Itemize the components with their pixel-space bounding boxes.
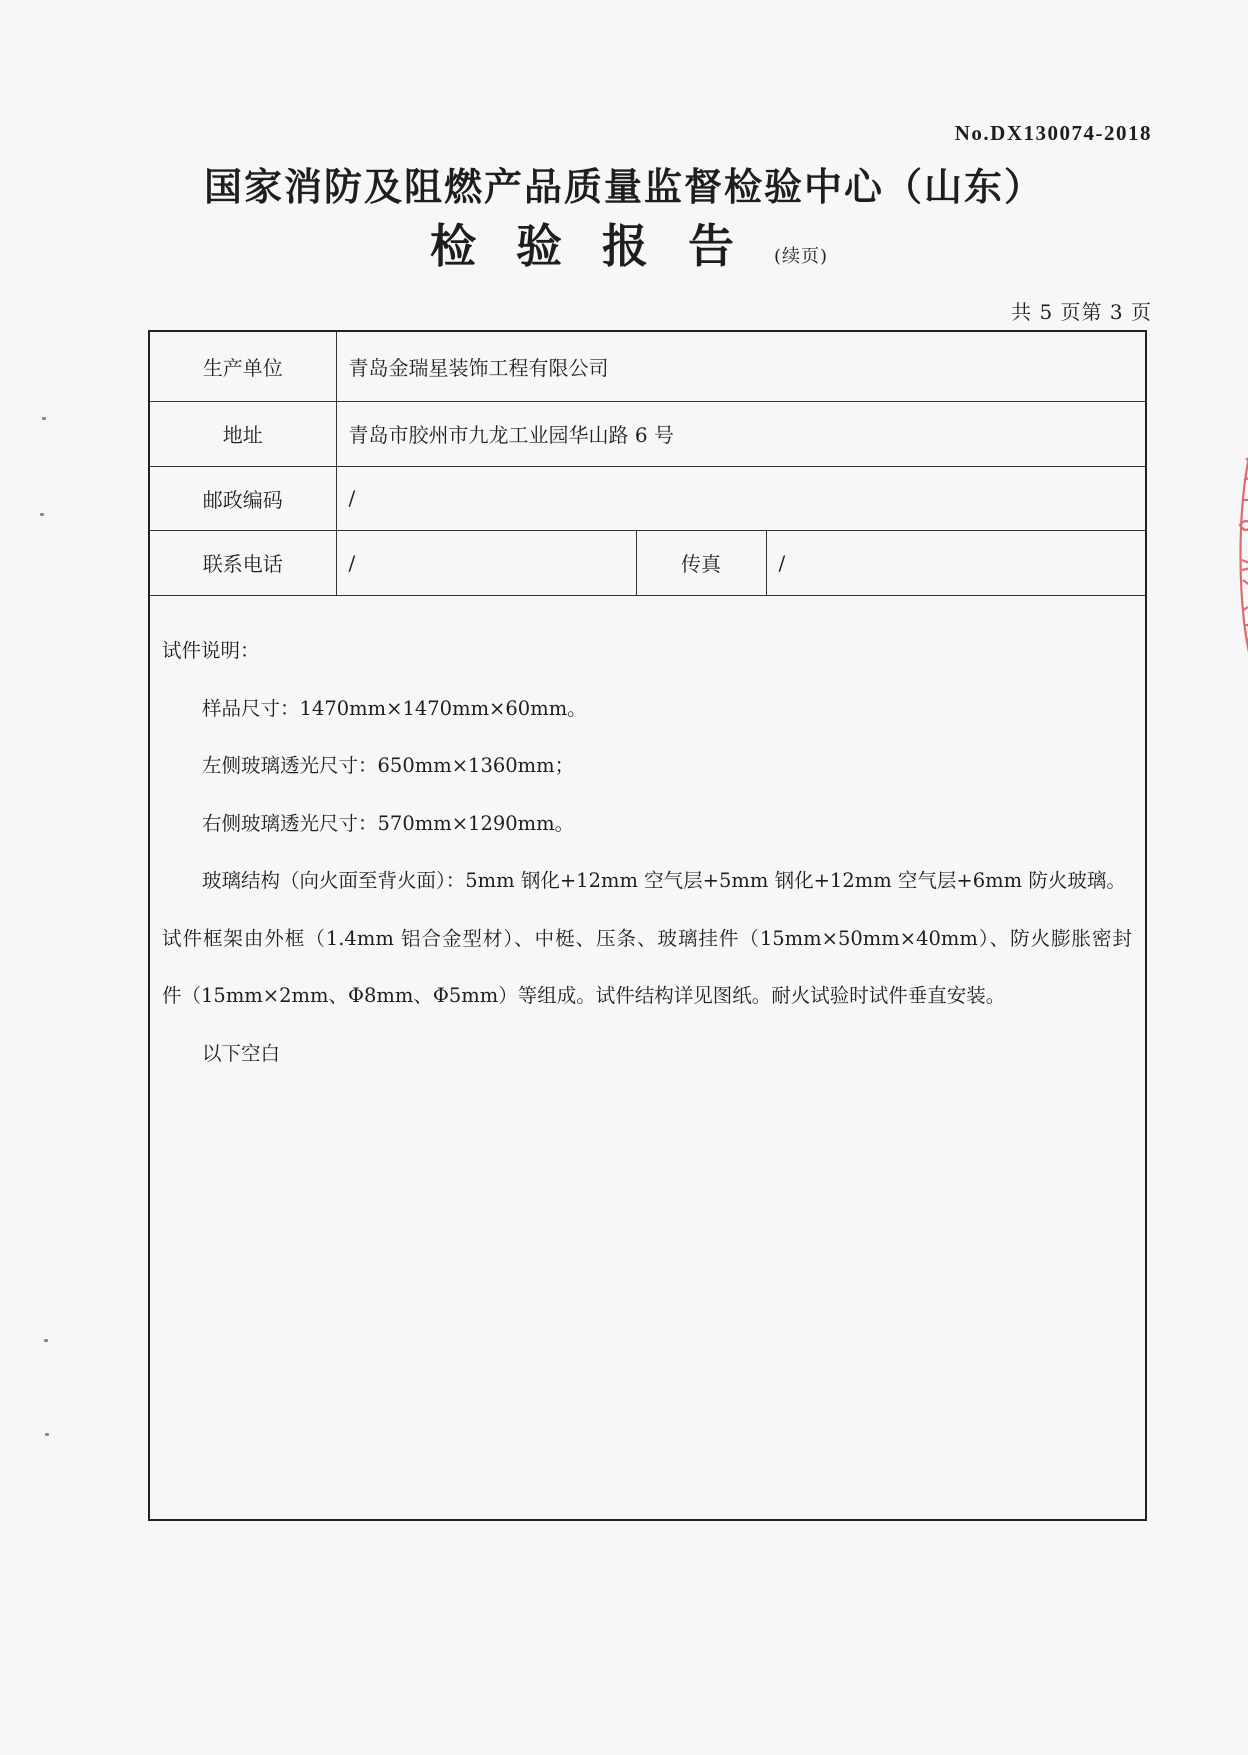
scan-speck [44, 1339, 48, 1342]
phone-value: / [336, 530, 636, 595]
blank-note: 以下空白 [202, 1041, 281, 1065]
seal-fragment [1228, 440, 1248, 670]
address-value: 青岛市胶州市九龙工业园华山路 6 号 [336, 401, 1145, 466]
left-glass-size: 左侧玻璃透光尺寸：650mm×1360mm； [202, 754, 575, 777]
center-name: 国家消防及阻燃产品质量监督检验中心（山东） [203, 164, 1044, 209]
report-title-line [430, 210, 828, 276]
glass-structure: 玻璃结构（向火面至背火面）：5mm 钢化+12mm 空气层+5mm 钢化+12mm 空气层+6mm 防火玻璃。 [202, 869, 1126, 892]
scan-speck [42, 417, 46, 420]
specimen-heading: 试件说明： [162, 639, 260, 662]
fax-label: 传真 [636, 530, 766, 595]
manufacturer-label: 生产单位 [150, 332, 336, 401]
specimen-size: 样品尺寸：1470mm×1470mm×60mm。 [202, 696, 587, 720]
report-continuation: (续页) [774, 246, 829, 267]
report-number: No.DX130074-2018 [954, 121, 1152, 145]
seal-mark-icon [1228, 440, 1248, 670]
report-frame [148, 330, 1147, 1521]
right-glass-size: 右侧玻璃透光尺寸：570mm×1290mm。 [202, 811, 575, 835]
specimen-description [162, 622, 1132, 1082]
manufacturer-value: 青岛金瑞星装饰工程有限公司 [336, 332, 1145, 401]
scan-speck [40, 513, 44, 516]
info-table [150, 332, 1145, 596]
frame-structure-line: 件（15mm×2mm、Φ8mm、Φ5mm）等组成。试件结构详见图纸。耐火试验时试件垂直安装。 [162, 984, 1006, 1007]
fax-value: / [766, 530, 1145, 595]
scan-speck [45, 1433, 49, 1436]
postcode-value: / [336, 466, 1145, 530]
postcode-label: 邮政编码 [150, 466, 336, 530]
phone-label: 联系电话 [150, 530, 336, 595]
page-count: 共 5 页第 3 页 [1011, 300, 1152, 324]
address-label: 地址 [150, 401, 336, 466]
frame-structure-line: 试件框架由外框（1.4mm 铝合金型材）、中梃、压条、玻璃挂件（15mm×50mm×40mm）、防火膨胀密封 [162, 926, 1132, 950]
report-title: 检验报告 [430, 219, 774, 273]
